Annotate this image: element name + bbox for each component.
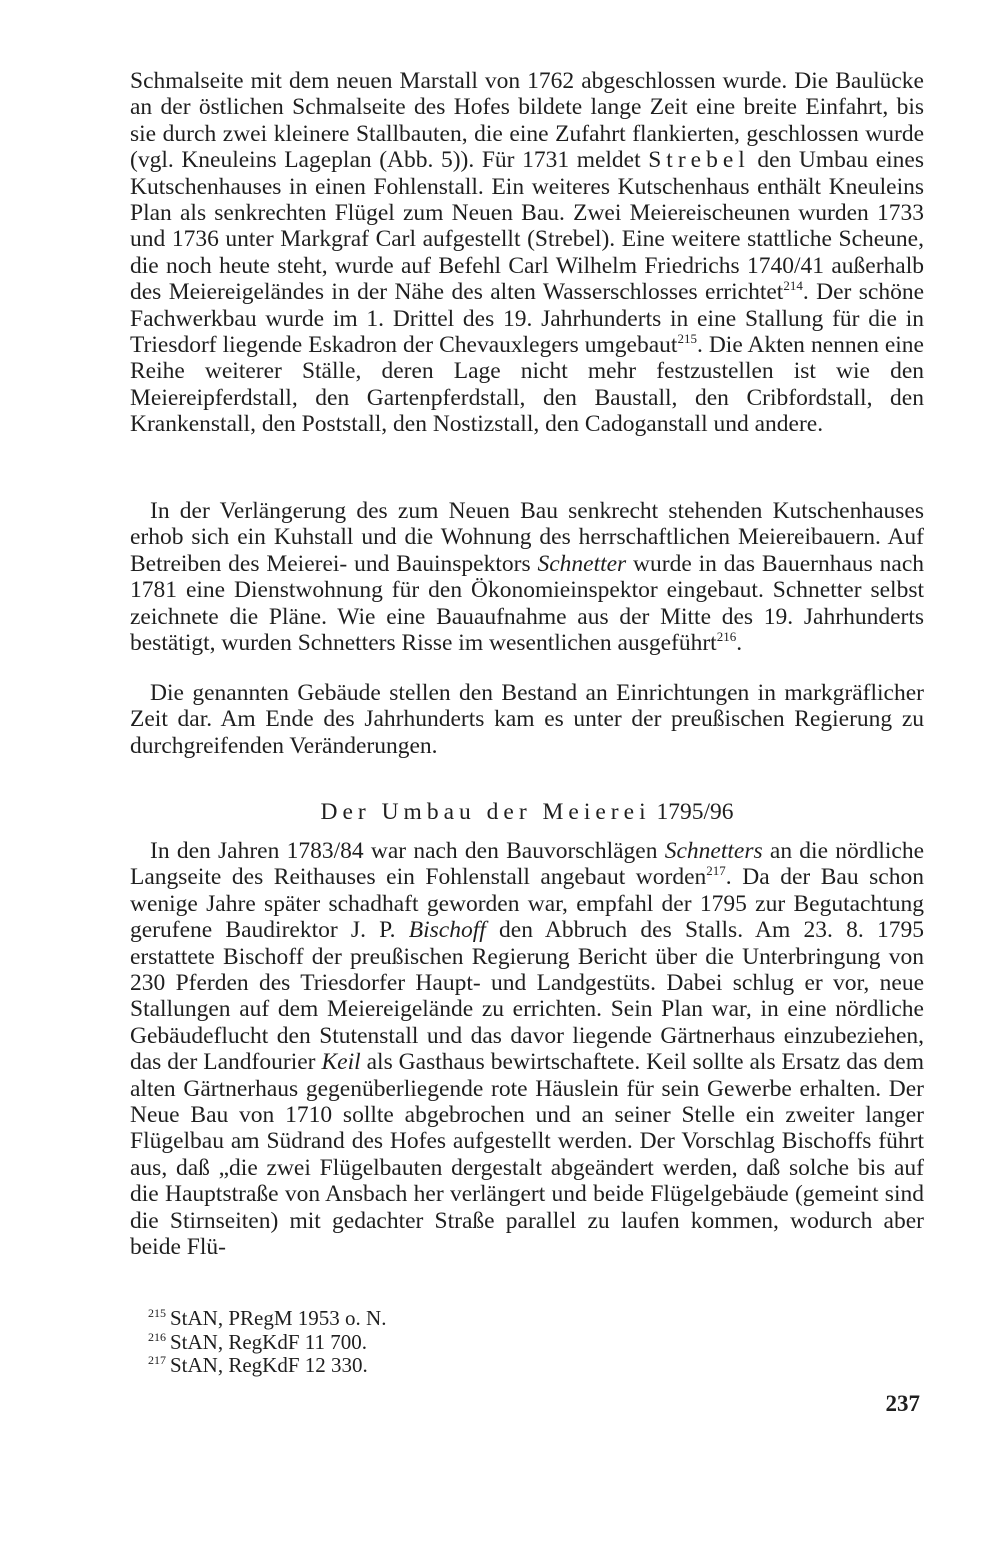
paragraph-text: den Umbau eines Kutschenhauses in einen Fohlenstall. Ein weiteres Kutschenhaus enthält Kneuleins Plan als senkrechten Flügel zum Neuen Bau. Zwei Meiereischeunen wurden 1733 und 1736 unter Markgraf Carl aufgestellt (Strebel). Eine weitere stattliche Scheune, die noch heute steht, wurde auf Befehl Carl Wilhelm Friedrichs 1740/41 außerhalb des Meiereigeländes in der Nähe des alten Wasserschlosses errichtet [130, 147, 924, 306]
paragraph-text: In den Jahren 1783/84 war nach den Bauvorschlägen [150, 838, 665, 864]
person-name-schnetter: Schnetter [537, 550, 627, 577]
footnote-text: StAN, PRegM 1953 o. N. [170, 1306, 387, 1330]
paragraph-text: . [736, 630, 743, 657]
footnote-ref: 217 [706, 863, 726, 879]
footnote-text: StAN, RegKdF 12 330. [170, 1353, 368, 1377]
footnote-number: 216 [148, 1329, 166, 1344]
footnote-ref: 216 [716, 629, 737, 645]
paragraph-text: . Da der Bau schon wenige Jahre später schadhaft geworden war, empfahl der 1795 zur Begutachtung gerufene Baudirektor J. P. [130, 864, 924, 944]
author-name-strebel: Strebel [648, 147, 750, 174]
footnote-item [148, 1307, 386, 1331]
footnote-number: 215 [148, 1306, 166, 1320]
person-name-schnetters: Schnetters [664, 838, 763, 864]
footnote-text: StAN, RegKdF 11 700. [170, 1329, 367, 1354]
footnote-ref: 215 [677, 331, 697, 347]
footnotes [148, 1307, 386, 1378]
footnote-item [148, 1331, 386, 1355]
paragraph-text: . Der schöne Fachwerkbau wurde im 1. Drittel des 19. Jahrhunderts in eine Stallung für die in Triesdorf liegende Eskadron der Chevauxlegers umgebaut [130, 279, 924, 359]
paragraph-3 [130, 680, 924, 759]
paragraph-1 [130, 68, 924, 438]
paragraph-4 [130, 838, 924, 1261]
section-heading-title: Der Umbau der Meierei [320, 799, 651, 825]
paragraph-text: an die nördliche Langseite des Reithauses ein Fohlenstall angebaut worden [130, 838, 925, 891]
page-number: 237 [885, 1391, 920, 1416]
paragraph-text: In der Verlängerung des zum Neuen Bau senkrecht stehenden Kutschenhauses erhob sich ein Kuhstall und die Wohnung des herrschaftlichen Meiereibauern. Auf Betreiben des Meierei- und Bauinspektors [130, 498, 924, 577]
paragraph-text: Die genannten Gebäude stellen den Bestand an Einrichtungen in markgräflicher Zeit dar. Am Ende des Jahrhunderts kam es unter der preußischen Regierung zu durchgreifenden Veränderungen. [130, 680, 924, 759]
paragraph-text: als Gasthaus bewirtschaftete. Keil sollte als Ersatz das dem alten Gärtnerhaus gegenüberliegende rote Häuslein für sein Gewerbe erhalten. Der Neue Bau von 1710 sollte abgebrochen und an seiner Stelle ein zweiter langer Flügelbau am Südrand des Hofes aufgestellt werden. Der Vorschlag Bischoffs führt aus, daß „die zwei Flügelbauten dergestalt abgeändert werden, daß solche bis auf die Hauptstraße von Ansbach her verlängert und beide Flügelgebäude (gemeint sind die Stirnseiten) mit gedachter Straße parallel zu laufen kommen, wodurch aber beide Flü- [130, 1049, 924, 1261]
person-name-bischoff: Bischoff [408, 917, 486, 944]
section-heading-year: 1795/96 [656, 799, 734, 825]
paragraph-text: Schmalseite mit dem neuen Marstall von 1762 abgeschlossen wurde. Die Baulücke an der östlichen Schmalseite des Hofes bildete lange Zeit eine breite Einfahrt, bis sie durch zwei kleinere Stallbauten, die eine Zufahrt flankierten, geschlossen wurde (vgl. Kneuleins Lageplan (Abb. 5)). Für 1731 meldet [130, 68, 924, 174]
paragraph-text: . Die Akten nennen eine Reihe weiterer Ställe, deren Lage nicht mehr festzustellen ist wie den Meiereipferdstall, den Gartenpferdstall, den Baustall, den Cribfordstall, den Krankenstall, den Poststall, den Nostizstall, den Cadoganstall und andere. [130, 332, 924, 438]
person-name-keil: Keil [321, 1049, 361, 1076]
footnote-item [148, 1354, 386, 1378]
paragraph-text: wurde in das Bauernhaus nach 1781 eine Dienstwohnung für den Ökonomieinspektor eingebaut. Schnetter selbst zeichnete die Pläne. Wie eine Bauaufnahme aus der Mitte des 19. Jahrhunderts bestätigt, wurden Schnetters Risse im wesentlichen ausgeführt [130, 550, 924, 657]
footnote-ref: 214 [783, 278, 803, 294]
paragraph-2 [130, 498, 924, 656]
paragraph-text: den Abbruch des Stalls. Am 23. 8. 1795 erstattete Bischoff der preußischen Regierung Bericht über die Unterbringung von 230 Pferden des Triesdorfer Haupt- und Landgestüts. Dabei schlug er vor, neue Stallungen auf dem Meiereigelände zu errichten. Sein Plan war, in eine nördliche Gebäudeflucht den Stutenstall und das davor liegende Gärtnerhaus einzubeziehen, das der Landfourier [130, 917, 924, 1076]
footnote-number: 217 [148, 1353, 166, 1367]
section-heading [130, 798, 924, 826]
